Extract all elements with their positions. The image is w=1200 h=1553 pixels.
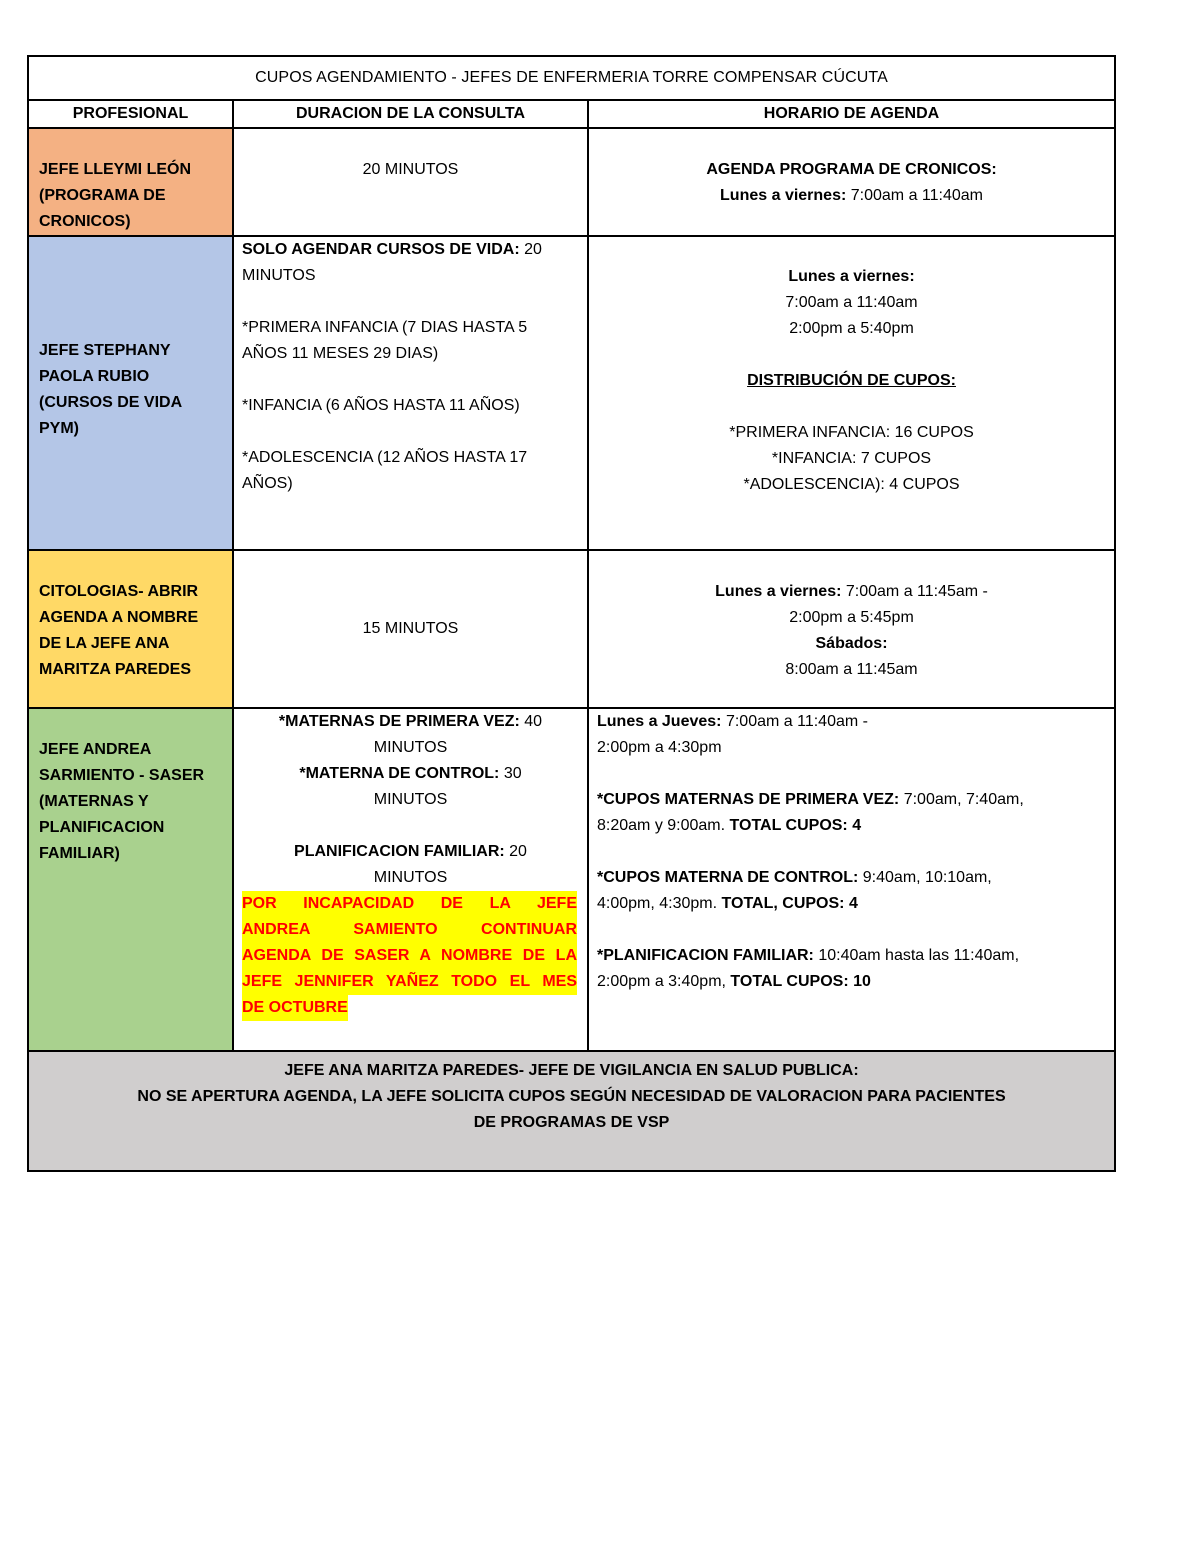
profesional-stephany [28,236,233,550]
footer-note [28,1051,1115,1171]
table-row [28,236,1115,550]
profesional-leymi [28,128,233,236]
duracion-value: 20 MINUTOS [362,161,459,178]
profesional-andrea [28,708,233,1051]
horario-days: Lunes a Jueves: [597,713,722,730]
horario-time: 7:00am a 11:40am [850,187,983,204]
duracion-value: 20 [524,241,542,258]
duracion-value: 15 MINUTOS [362,620,459,637]
prof-line: (CURSOS DE VIDA [39,394,183,411]
prof-line: JEFE LLEYMI LEÓN [39,161,192,178]
item-line: *ADOLESCENCIA (12 AÑOS HASTA 17 [242,449,528,466]
horario-days: Lunes a viernes: [720,187,847,204]
duracion-line: MINUTOS [373,869,448,886]
duracion-line: MINUTOS [373,739,448,756]
table-row [28,708,1115,1051]
horario-title: AGENDA PROGRAMA DE CRONICOS: [706,161,997,178]
table-row [28,550,1115,708]
duracion-line [242,761,579,787]
prof-line: JEFE ANDREA [39,741,152,758]
incapacidad-note [242,891,579,1021]
horario-time: 7:00am a 11:45am - [845,583,988,600]
cupos-line [597,969,1106,995]
prof-line: (MATERNAS Y [39,793,149,810]
duracion-leymi [233,128,588,236]
header-profesional: PROFESIONAL [28,100,233,128]
duracion-stephany [233,236,588,550]
duracion-line [242,237,579,263]
horario-time: 7:00am a 11:40am - [725,713,868,730]
distribucion-line [589,472,1114,498]
prof-line: (PROGRAMA DE [39,187,166,204]
cupos-times: 9:40am, 10:10am, [862,869,992,886]
footer-line: JEFE ANA MARITZA PAREDES- JEFE DE VIGILANCIA EN SALUD PUBLICA: [284,1062,859,1079]
horario-days: Lunes a viernes: [715,583,842,600]
prof-line: PYM) [39,420,79,437]
note-line: DE OCTUBRE [242,995,348,1021]
distribucion-label: *ADOLESCENCIA): [743,476,885,493]
distribucion-value: 16 CUPOS [894,424,974,441]
cupos-line [597,891,1106,917]
distribucion-value: 7 CUPOS [860,450,932,467]
cupos-line [597,787,1106,813]
prof-line: FAMILIAR) [39,845,120,862]
duracion-line [242,709,579,735]
prof-line: MARITZA PAREDES [39,661,191,678]
cupos-line [597,943,1106,969]
cupos-times: 8:20am y 9:00am. [597,817,726,834]
distribucion-value: 4 CUPOS [889,476,960,493]
footer-row [28,1051,1115,1171]
prof-line: PLANIFICACION [39,819,165,836]
distribucion-line [589,446,1114,472]
sabados-label: Sábados: [815,635,888,652]
horario-line [589,183,1114,209]
prof-line: JEFE STEPHANY [39,342,171,359]
duracion-line: MINUTOS [373,791,448,808]
item-line: *PRIMERA INFANCIA (7 DIAS HASTA 5 [242,319,528,336]
item-line: AÑOS) [242,475,293,492]
sabados-time: 8:00am a 11:45am [785,661,918,678]
prof-line: CITOLOGIAS- ABRIR [39,583,199,600]
duracion-value: 30 [503,765,522,782]
duracion-andrea [233,708,588,1051]
prof-line: DE LA JEFE ANA [39,635,170,652]
prof-line: SARMIENTO - SASER [39,767,205,784]
duracion-label: *MATERNAS DE PRIMERA VEZ: [278,713,520,730]
horario-stephany [588,236,1115,550]
cupos-total: TOTAL, CUPOS: 4 [721,895,858,912]
note-line: AGENDA DE SASER A NOMBRE DE LA [242,943,577,969]
distribucion-title: DISTRIBUCIÓN DE CUPOS: [747,372,956,389]
cupos-times: 2:00pm a 3:40pm, [597,973,726,990]
header-duracion: DURACION DE LA CONSULTA [233,100,588,128]
item-line: *INFANCIA (6 AÑOS HASTA 11 AÑOS) [242,397,520,414]
prof-line: CRONICOS) [39,213,131,230]
horario-leymi [588,128,1115,236]
item-line: AÑOS 11 MESES 29 DIAS) [242,345,439,362]
title-row [28,56,1115,100]
duracion-line [242,839,579,865]
horario-line [597,709,1106,735]
cupos-times: 10:40am hasta las 11:40am, [818,947,1020,964]
distribucion-label: *PRIMERA INFANCIA: [729,424,891,441]
duracion-line: MINUTOS [242,267,316,284]
horario-time: 2:00pm a 5:45pm [789,609,914,626]
schedule-sheet [27,55,1114,1165]
cupos-label: *CUPOS MATERNA DE CONTROL: [597,869,859,886]
duracion-label: SOLO AGENDAR CURSOS DE VIDA: [242,241,520,258]
cupos-total: TOTAL CUPOS: 4 [729,817,862,834]
horario-time: 7:00am a 11:40am [785,294,918,311]
horario-citologias [588,550,1115,708]
note-line: JEFE JENNIFER YAÑEZ TODO EL MES [242,969,577,995]
cupos-total: TOTAL CUPOS: 10 [730,973,871,990]
note-line: POR INCAPACIDAD DE LA JEFE [242,891,577,917]
cupos-line [597,865,1106,891]
horario-andrea [588,708,1115,1051]
horario-days: Lunes a viernes: [788,268,915,285]
cupos-times: 4:00pm, 4:30pm. [597,895,718,912]
schedule-table [27,55,1116,1172]
duracion-label: PLANIFICACION FAMILIAR: [294,843,505,860]
note-line: ANDREA SAMIENTO CONTINUAR [242,917,577,943]
profesional-citologias [28,550,233,708]
duracion-label: *MATERNA DE CONTROL: [299,765,500,782]
duracion-citologias [233,550,588,708]
footer-line: DE PROGRAMAS DE VSP [473,1114,670,1131]
cupos-label: *PLANIFICACION FAMILIAR: [597,947,814,964]
cupos-line [597,813,1106,839]
prof-line: AGENDA A NOMBRE [39,609,199,626]
horario-time: 2:00pm a 5:40pm [789,320,914,337]
header-row [28,100,1115,128]
footer-line: NO SE APERTURA AGENDA, LA JEFE SOLICITA CUPOS SEGÚN NECESIDAD DE VALORACION PARA PACIENTES [137,1088,1006,1105]
cupos-label: *CUPOS MATERNAS DE PRIMERA VEZ: [597,791,900,808]
header-horario: HORARIO DE AGENDA [588,100,1115,128]
duracion-value: 20 [509,843,527,860]
distribucion-label: *INFANCIA: [771,450,857,467]
page-title: CUPOS AGENDAMIENTO - JEFES DE ENFERMERIA TORRE COMPENSAR CÚCUTA [28,56,1115,100]
horario-line [589,579,1114,605]
prof-line: PAOLA RUBIO [39,368,150,385]
distribucion-line [589,420,1114,446]
horario-time: 2:00pm a 4:30pm [597,739,722,756]
duracion-value: 40 [524,713,543,730]
table-row [28,128,1115,236]
cupos-times: 7:00am, 7:40am, [903,791,1024,808]
